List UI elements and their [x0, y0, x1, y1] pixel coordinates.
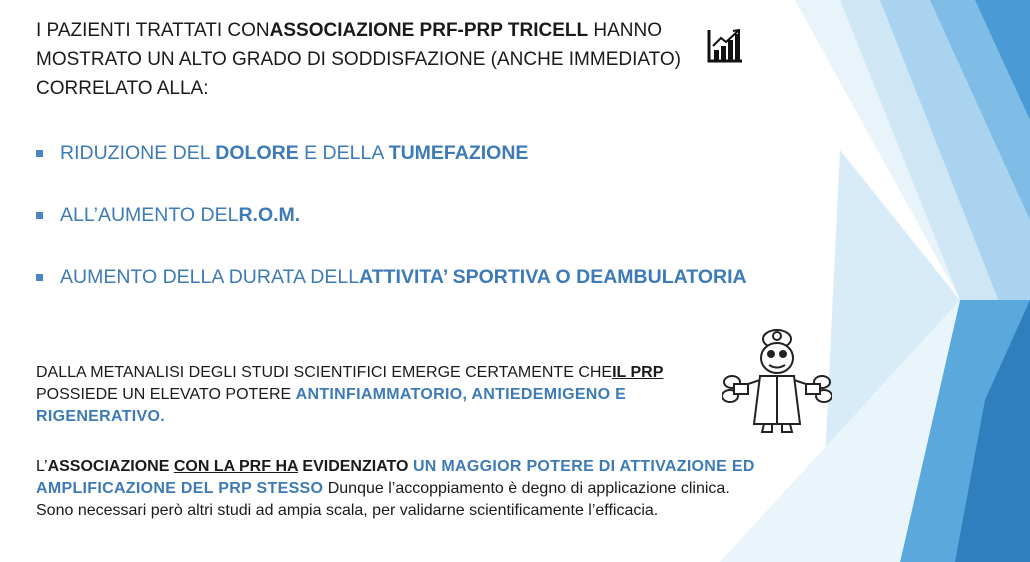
bullet-text: RIDUZIONE DEL [60, 142, 216, 164]
bullet-bold: R.O.M. [238, 204, 301, 226]
list-item [36, 200, 747, 262]
intro-part-1: I PAZIENTI TRATTATI CON [36, 20, 270, 41]
list-item [36, 138, 747, 200]
paragraph-text: Dunque l’accoppiamento è degno di applicazione clinica. Sono necessari però altri studi ad ampia scala, per validarne scientificamente l’efficacia. [36, 480, 730, 519]
intro-part-2: HANNO MOSTRATO UN ALTO GRADO DI SODDISFAZIONE (ANCHE IMMEDIATO) CORRELATO ALLA: [36, 20, 682, 99]
intro-text [36, 16, 716, 103]
paragraph-text: POSSIEDE UN ELEVATO POTERE [36, 386, 296, 403]
bold-text: EVIDENZIATO [297, 458, 413, 475]
paragraph-text: L’ [36, 458, 48, 475]
paragraph-text: DALLA METANALISI DEGLI STUDI SCIENTIFICI EMERGE CERTAMENTE CHE [36, 364, 613, 381]
list-item [36, 262, 747, 324]
intro-highlight: ASSOCIAZIONE PRF-PRP TRICELL [269, 20, 589, 41]
bullet-text: ALL’AUMENTO DEL [60, 204, 239, 226]
bar-chart-icon [706, 28, 744, 64]
underlined-text: IL PRP [612, 364, 664, 381]
benefit-list [36, 138, 747, 324]
highlight-text: UN MAGGIOR POTERE DI ATTIVAZIONE ED AMPLIFICAZIONE DEL PRP STESSO [36, 458, 755, 497]
bullet-icon [36, 274, 43, 281]
doctor-cartoon-illustration [722, 324, 832, 434]
bullet-text: E DELLA [298, 142, 389, 164]
association-paragraph [36, 456, 756, 522]
bullet-bold: ATTIVITA’ SPORTIVA O DEAMBULATORIA [359, 266, 747, 288]
bullet-icon [36, 150, 43, 157]
bold-text: ASSOCIAZIONE [47, 458, 174, 475]
bullet-icon [36, 212, 43, 219]
underlined-text: CON LA PRF HA [173, 458, 298, 475]
bullet-bold: TUMEFAZIONE [388, 142, 529, 164]
bullet-text: AUMENTO DELLA DURATA DELL [60, 266, 360, 288]
bullet-bold: DOLORE [215, 142, 299, 164]
metanalysis-paragraph [36, 362, 736, 428]
highlight-text: ANTINFIAMMATORIO, ANTIEDEMIGENO E RIGENERATIVO. [36, 386, 627, 425]
